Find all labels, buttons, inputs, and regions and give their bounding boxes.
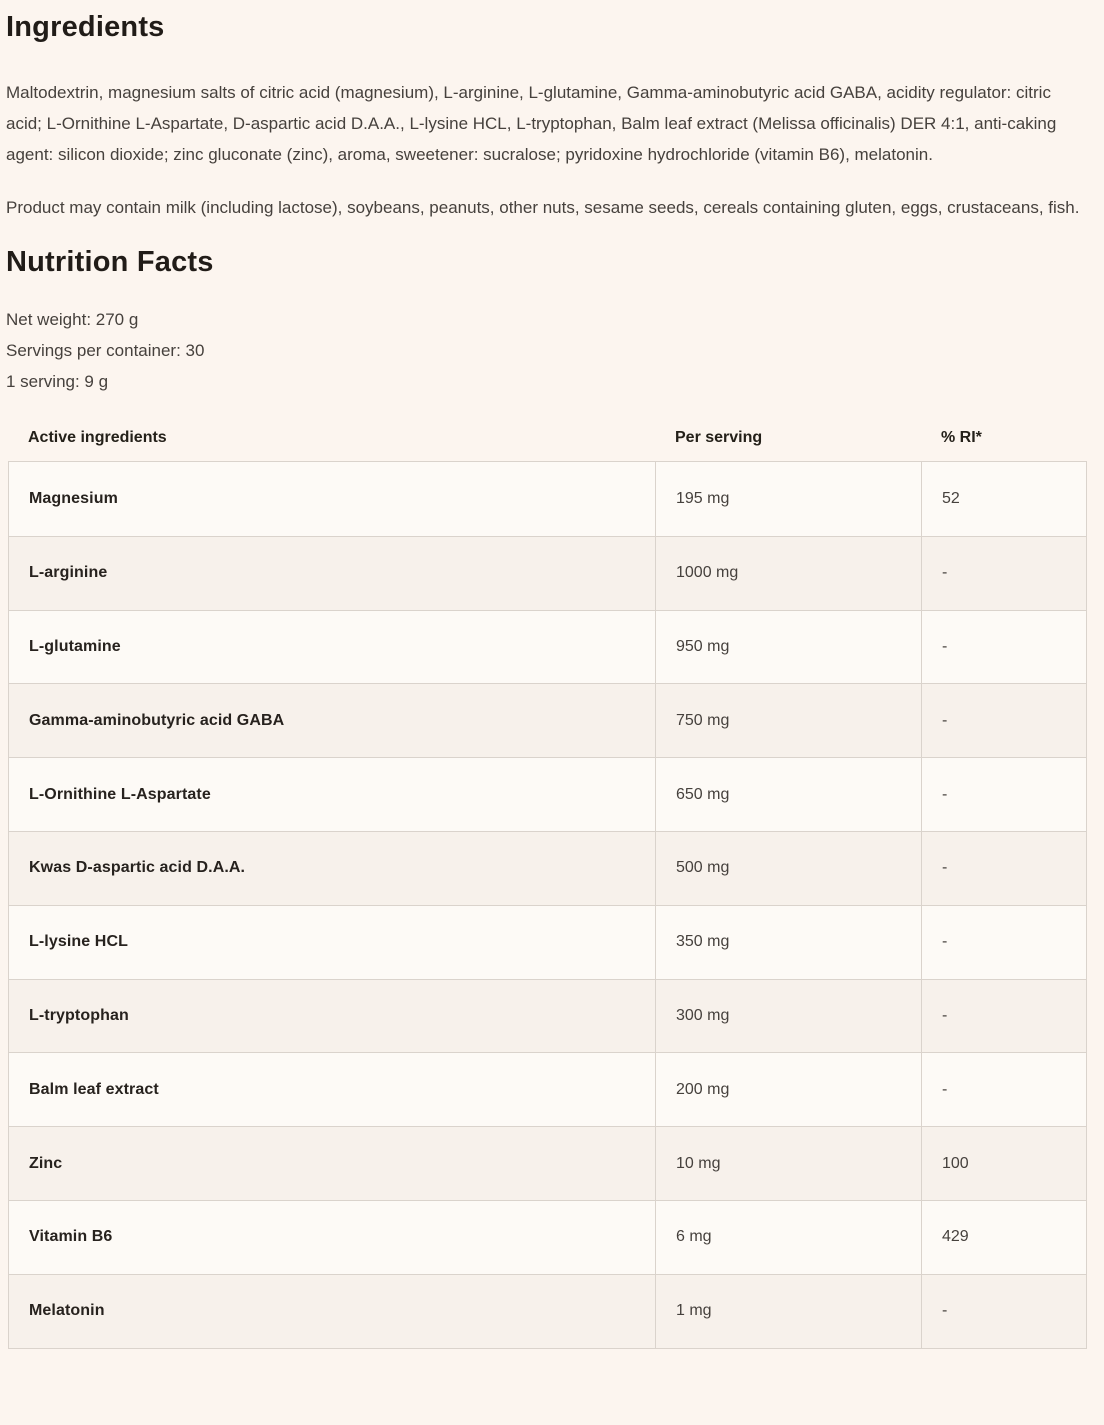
serving-info bbox=[6, 304, 1090, 397]
cell-ri: - bbox=[921, 684, 1086, 757]
col-header-per-serving: Per serving bbox=[675, 429, 763, 446]
table-header-row bbox=[8, 415, 1087, 461]
cell-ri: - bbox=[921, 980, 1086, 1053]
table-row bbox=[9, 1274, 1086, 1348]
cell-ri: - bbox=[921, 758, 1086, 831]
cell-ingredient-name: Melatonin bbox=[29, 1302, 105, 1320]
servings-per-container-text: Servings per container: 30 bbox=[6, 341, 205, 360]
cell-ingredient-name: Vitamin B6 bbox=[29, 1228, 113, 1246]
cell-ri: - bbox=[921, 906, 1086, 979]
cell-ri: - bbox=[921, 832, 1086, 905]
cell-per-serving: 350 mg bbox=[655, 906, 921, 979]
cell-ingredient-name: Balm leaf extract bbox=[29, 1080, 159, 1098]
cell-per-serving: 650 mg bbox=[655, 758, 921, 831]
nutrition-section bbox=[6, 243, 1090, 1349]
ingredients-composition-paragraph: Maltodextrin, magnesium salts of citric acid (magnesium), L-arginine, L-glutamine, Gamma-aminobutyric acid GABA, acidity regulator: citric acid; L-Ornithine L-Aspartate, D-aspartic acid D.A.A., L-lysine HCL, L-tryptophan, Balm leaf extract (Melissa officinalis) DER 4:1, anti-caking agent: silicon dioxide; zinc gluconate (zinc), aroma, sweetener: sucralose; pyridoxine hydrochloride (vitamin B6), melatonin. bbox=[6, 83, 1057, 164]
cell-ingredient-name: L-tryptophan bbox=[29, 1006, 129, 1024]
cell-per-serving: 300 mg bbox=[655, 980, 921, 1053]
table-row bbox=[9, 462, 1086, 536]
table-row bbox=[9, 610, 1086, 684]
cell-per-serving: 10 mg bbox=[655, 1127, 921, 1200]
cell-ingredient-name: Gamma-aminobutyric acid GABA bbox=[29, 711, 285, 729]
allergens-paragraph: Product may contain milk (including lactose), soybeans, peanuts, other nuts, sesame seeds, cereals containing gluten, eggs, crustaceans, fish. bbox=[6, 198, 1080, 217]
col-header-ri: % RI* bbox=[941, 429, 982, 446]
cell-ingredient-name: L-lysine HCL bbox=[29, 933, 128, 951]
table-row bbox=[9, 1126, 1086, 1200]
table-row bbox=[9, 831, 1086, 905]
col-header-active-ingredients: Active ingredients bbox=[28, 429, 167, 446]
cell-ri: 429 bbox=[921, 1201, 1086, 1274]
cell-ingredient-name: Zinc bbox=[29, 1154, 63, 1172]
cell-ingredient-name: L-glutamine bbox=[29, 637, 121, 655]
cell-per-serving: 1 mg bbox=[655, 1275, 921, 1348]
serving-size-text: 1 serving: 9 g bbox=[6, 372, 109, 391]
cell-ingredient-name: Kwas D-aspartic acid D.A.A. bbox=[29, 859, 246, 877]
table-row bbox=[9, 536, 1086, 610]
table-row bbox=[9, 979, 1086, 1053]
cell-ri: - bbox=[921, 1053, 1086, 1126]
cell-ri: - bbox=[921, 1275, 1086, 1348]
cell-per-serving: 200 mg bbox=[655, 1053, 921, 1126]
table-row bbox=[9, 1200, 1086, 1274]
cell-ri: - bbox=[921, 611, 1086, 684]
table-row bbox=[9, 905, 1086, 979]
cell-ingredient-name: L-arginine bbox=[29, 564, 108, 582]
product-description bbox=[0, 8, 1104, 1349]
cell-ri: - bbox=[921, 537, 1086, 610]
cell-per-serving: 950 mg bbox=[655, 611, 921, 684]
ingredients-section bbox=[6, 8, 1090, 223]
cell-ri: 100 bbox=[921, 1127, 1086, 1200]
ingredients-title: Ingredients bbox=[6, 11, 165, 43]
table-row bbox=[9, 683, 1086, 757]
cell-ingredient-name: L-Ornithine L-Aspartate bbox=[29, 785, 211, 803]
nutrition-table bbox=[8, 461, 1087, 1349]
net-weight-text: Net weight: 270 g bbox=[6, 310, 139, 329]
cell-per-serving: 6 mg bbox=[655, 1201, 921, 1274]
cell-per-serving: 195 mg bbox=[655, 462, 921, 536]
cell-per-serving: 1000 mg bbox=[655, 537, 921, 610]
cell-ri: 52 bbox=[921, 462, 1086, 536]
cell-per-serving: 500 mg bbox=[655, 832, 921, 905]
table-row bbox=[9, 757, 1086, 831]
cell-per-serving: 750 mg bbox=[655, 684, 921, 757]
nutrition-title: Nutrition Facts bbox=[6, 246, 214, 278]
table-row bbox=[9, 1052, 1086, 1126]
cell-ingredient-name: Magnesium bbox=[29, 489, 118, 507]
